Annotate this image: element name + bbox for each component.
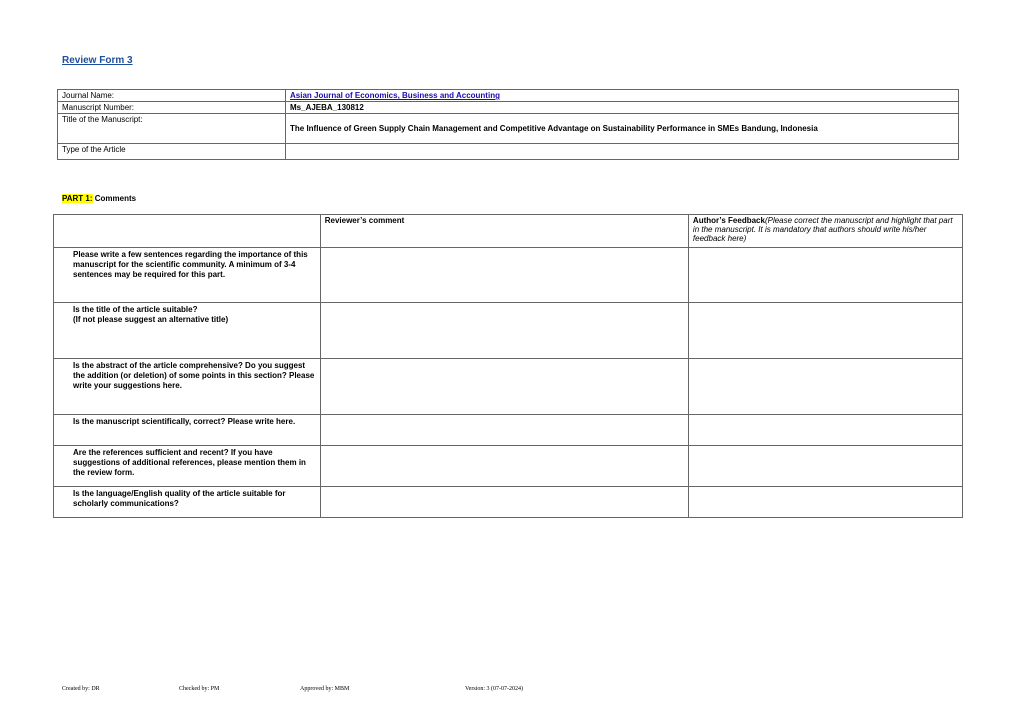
reviewer-comment-cell[interactable] (320, 487, 688, 518)
comment-row-importance (54, 248, 963, 303)
part1-label: PART 1: (62, 194, 93, 203)
question-importance: Please write a few sentences regarding the importance of this manuscript for the scientific community. A minimum of 3-4 sentences may be required for this part. (54, 248, 321, 303)
manuscript-number-label: Manuscript Number: (58, 102, 286, 114)
journal-row (58, 90, 959, 102)
form-title: Review Form 3 (62, 55, 133, 66)
journal-label: Journal Name: (58, 90, 286, 102)
reviewer-comment-cell[interactable] (320, 303, 688, 359)
part1-heading (62, 194, 136, 203)
question-scientific: Is the manuscript scientifically, correct? Please write here. (54, 415, 321, 446)
manuscript-number-value: Ms_AJEBA_130812 (286, 102, 959, 114)
manuscript-title-value: The Influence of Green Supply Chain Management and Competitive Advantage on Sustainability Performance in SMEs Bandung, Indonesia (286, 114, 959, 144)
author-feedback-note: (Please correct the manuscript and highlight that part in the manuscript. It is mandatory that authors should write his/her feedback here) (692, 216, 953, 243)
comment-row-references (54, 446, 963, 487)
reviewer-comment-cell[interactable] (320, 446, 688, 487)
reviewer-comment-cell[interactable] (320, 248, 688, 303)
author-feedback-cell[interactable] (688, 303, 962, 359)
reviewer-comment-header: Reviewer’s comment (320, 215, 688, 248)
manuscript-title-label: Title of the Manuscript: (58, 114, 286, 144)
manuscript-title-row (58, 114, 959, 144)
question-language: Is the language/English quality of the article suitable for scholarly communications? (54, 487, 321, 518)
comment-row-abstract (54, 359, 963, 415)
journal-value (286, 90, 959, 102)
question-abstract: Is the abstract of the article comprehensive? Do you suggest the addition (or deletion) of some points in this section? Please write your suggestions here. (54, 359, 321, 415)
footer-approved-by: Approved by: MBM (300, 686, 350, 692)
journal-link[interactable]: Asian Journal of Economics, Business and Accounting (290, 91, 500, 100)
comments-header-row (54, 215, 963, 248)
author-feedback-cell[interactable] (688, 248, 962, 303)
author-feedback-header (688, 215, 962, 248)
article-type-row (58, 144, 959, 160)
author-feedback-cell[interactable] (688, 446, 962, 487)
footer-created-by: Created by: DR (62, 686, 100, 692)
comment-row-scientific (54, 415, 963, 446)
reviewer-comment-cell[interactable] (320, 359, 688, 415)
manuscript-number-row (58, 102, 959, 114)
article-type-value[interactable] (286, 144, 959, 160)
manuscript-info-table (57, 89, 959, 160)
comments-table (53, 214, 963, 518)
comment-row-title (54, 303, 963, 359)
footer-version: Version: 3 (07-07-2024) (465, 686, 523, 692)
question-title: Is the title of the article suitable? (If not please suggest an alternative title) (54, 303, 321, 359)
author-feedback-cell[interactable] (688, 487, 962, 518)
author-feedback-title: Author’s Feedback (692, 216, 765, 225)
author-feedback-cell[interactable] (688, 415, 962, 446)
author-feedback-cell[interactable] (688, 359, 962, 415)
part1-title: Comments (94, 194, 137, 203)
question-header-cell (54, 215, 321, 248)
question-references: Are the references sufficient and recent? If you have suggestions of additional references, please mention them in the review form. (54, 446, 321, 487)
comment-row-language (54, 487, 963, 518)
article-type-label: Type of the Article (58, 144, 286, 160)
footer-checked-by: Checked by: PM (179, 686, 220, 692)
reviewer-comment-cell[interactable] (320, 415, 688, 446)
